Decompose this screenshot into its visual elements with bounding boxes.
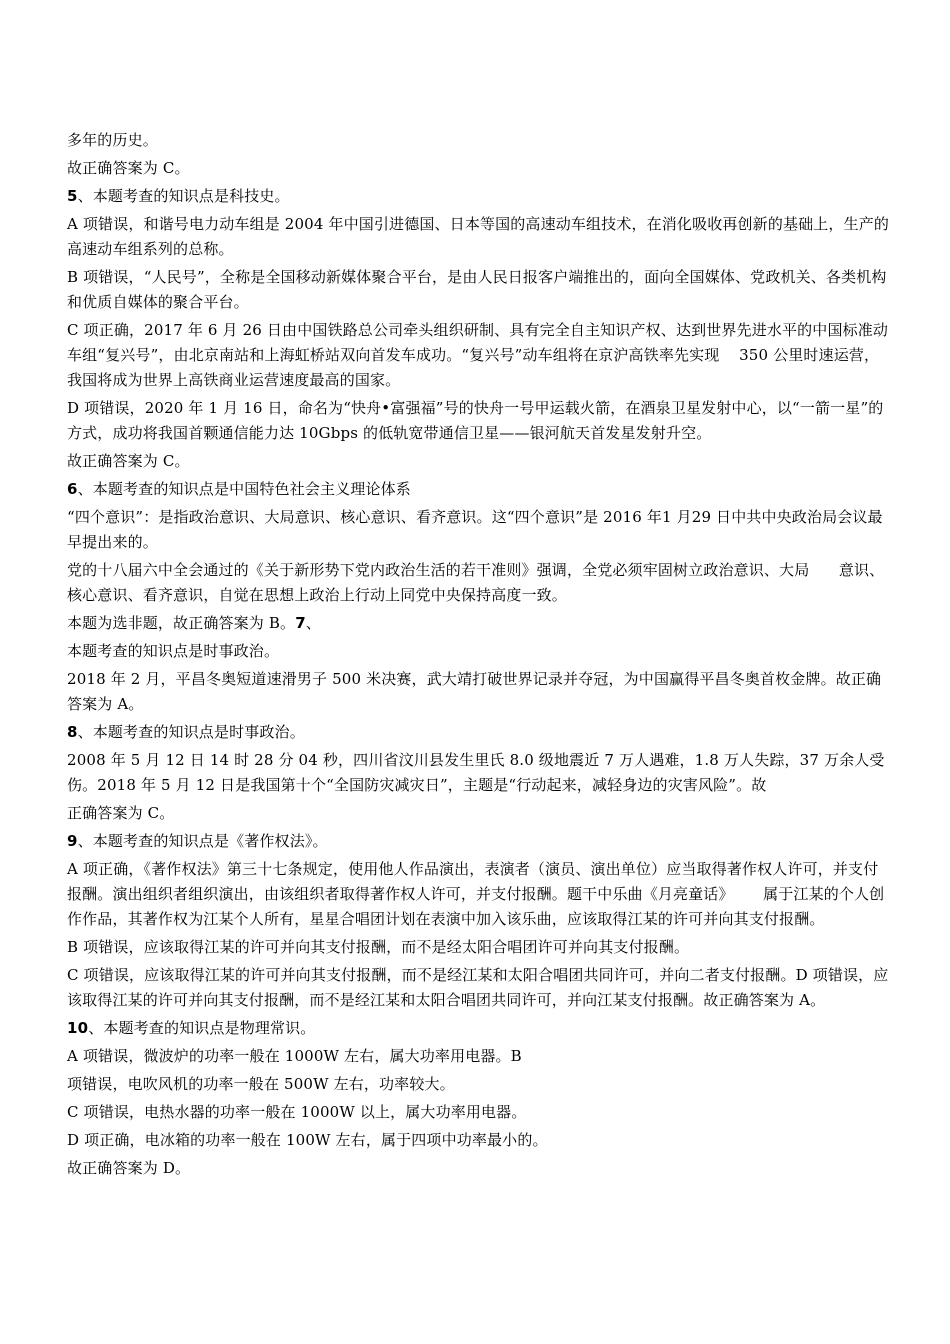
question-5-heading: [67, 184, 893, 209]
paragraph: B 项错误，应该取得江某的许可并向其支付报酬，而不是经太阳合唱团许可并向其支付报酬。: [67, 938, 690, 956]
paragraph: 多年的历史。: [67, 131, 158, 149]
paragraph: C 项错误，应该取得江某的许可并向其支付报酬，而不是经江某和太阳合唱团共同许可，并向二者支付报酬。D 项错误，应该取得江某的许可并向其支付报酬，而不是经江某和太阳合唱团共同许可，并向江某支付报酬。故正确答案为 A。: [67, 966, 889, 1009]
question-number: 8: [67, 723, 78, 741]
answer-line: 故正确答案为 D。: [67, 1159, 191, 1177]
paragraph: A 项正确，《著作权法》第三十七条规定，使用他人作品演出，表演者（演员、演出单位）应当取得著作权人许可，并支付报酬。演出组织者组织演出，由该组织者取得著作权人许可，并支付报酬。题干中乐曲《月亮童话》 属于江某的个人创作作品，其著作权为江某个人所有，星星合唱团计划在表演中加入该乐曲，应该取得江某的许可并向其支付报酬。: [67, 860, 885, 928]
paragraph: 2008 年 5 月 12 日 14 时 28 分 04 秒，四川省汶川县发生里氏 8.0 级地震近 7 万人遇难，1.8 万人失踪，37 万余人受伤。2018 年 5 月 12 日是我国第十个“全国防灾减灾日”，主题是“行动起来，减轻身边的灾害风险”。故: [67, 751, 885, 794]
paragraph: A 项错误，和谐号电力动车组是 2004 年中国引进德国、日本等国的高速动车组技术，在消化吸收再创新的基础上，生产的高速动车组系列的总称。: [67, 215, 890, 258]
answer-explanations: [67, 128, 893, 1184]
answer-text: 本题为选非题，故正确答案为 B。: [67, 614, 296, 632]
question-8-heading: [67, 720, 893, 745]
heading-text: 、本题考查的知识点是物理常识。: [88, 1019, 316, 1037]
paragraph: 党的十八届六中全会通过的《关于新形势下党内政治生活的若干准则》强调，全党必须牢固树立政治意识、大局 意识、核心意识、看齐意识，自觉在思想上政治上行动上同党中央保持高度一致。: [67, 561, 885, 604]
question-number: 5: [67, 187, 78, 205]
paragraph: A 项错误，微波炉的功率一般在 1000W 左右，属大功率用电器。B: [67, 1047, 522, 1065]
heading-text: 、本题考查的知识点是《著作权法》。: [77, 832, 328, 850]
answer-line: [67, 611, 893, 636]
question-number: 9: [67, 832, 78, 850]
heading-text: 、本题考查的知识点是中国特色社会主义理论体系: [77, 480, 411, 498]
question-number: 7: [295, 614, 306, 632]
answer-line: 故正确答案为 C。: [67, 159, 190, 177]
paragraph: D 项正确，电冰箱的功率一般在 100W 左右，属于四项中功率最小的。: [67, 1131, 548, 1149]
paragraph: C 项错误，电热水器的功率一般在 1000W 以上，属大功率用电器。: [67, 1103, 527, 1121]
question-10-heading: [67, 1016, 893, 1041]
heading-text: 、: [305, 614, 321, 632]
answer-line: 故正确答案为 C。: [67, 452, 190, 470]
heading-text: 、本题考查的知识点是时事政治。: [77, 723, 305, 741]
answer-line: 正确答案为 C。: [67, 804, 175, 822]
paragraph: D 项错误，2020 年 1 月 16 日，命名为“快舟•富强福”号的快舟一号甲运载火箭，在酒泉卫星发射中心，以“一箭一星”的方式，成功将我国首颗通信能力达 10Gbps 的低轨宽带通信卫星——银河航天首发星发射升空。: [67, 399, 884, 442]
paragraph: 本题考查的知识点是时事政治。: [67, 642, 280, 660]
heading-text: 、本题考查的知识点是科技史。: [77, 187, 290, 205]
question-number: 6: [67, 480, 78, 498]
paragraph: “四个意识”：是指政治意识、大局意识、核心意识、看齐意识。这“四个意识”是 2016 年1 月29 日中共中央政治局会议最早提出来的。: [67, 508, 883, 551]
paragraph: 2018 年 2 月，平昌冬奥短道速滑男子 500 米决赛，武大靖打破世界记录并夺冠，为中国赢得平昌冬奥首枚金牌。故正确答案为 A。: [67, 670, 882, 713]
paragraph: B 项错误，“人民号”，全称是全国移动新媒体聚合平台，是由人民日报客户端推出的，面向全国媒体、党政机关、各类机构和优质自媒体的聚合平台。: [67, 268, 887, 311]
question-6-heading: [67, 477, 893, 502]
question-number: 10: [67, 1019, 89, 1037]
paragraph: C 项正确，2017 年 6 月 26 日由中国铁路总公司牵头组织研制、具有完全自主知识产权、达到世界先进水平的中国标准动车组“复兴号”，由北京南站和上海虹桥站双向首发车成功。“复兴号”动车组将在京沪高铁率先实现 350 公里时速运营，我国将成为世界上高铁商业运营速度最高的国家。: [67, 321, 889, 389]
question-9-heading: [67, 829, 893, 854]
paragraph: 项错误，电吹风机的功率一般在 500W 左右，功率较大。: [67, 1075, 455, 1093]
